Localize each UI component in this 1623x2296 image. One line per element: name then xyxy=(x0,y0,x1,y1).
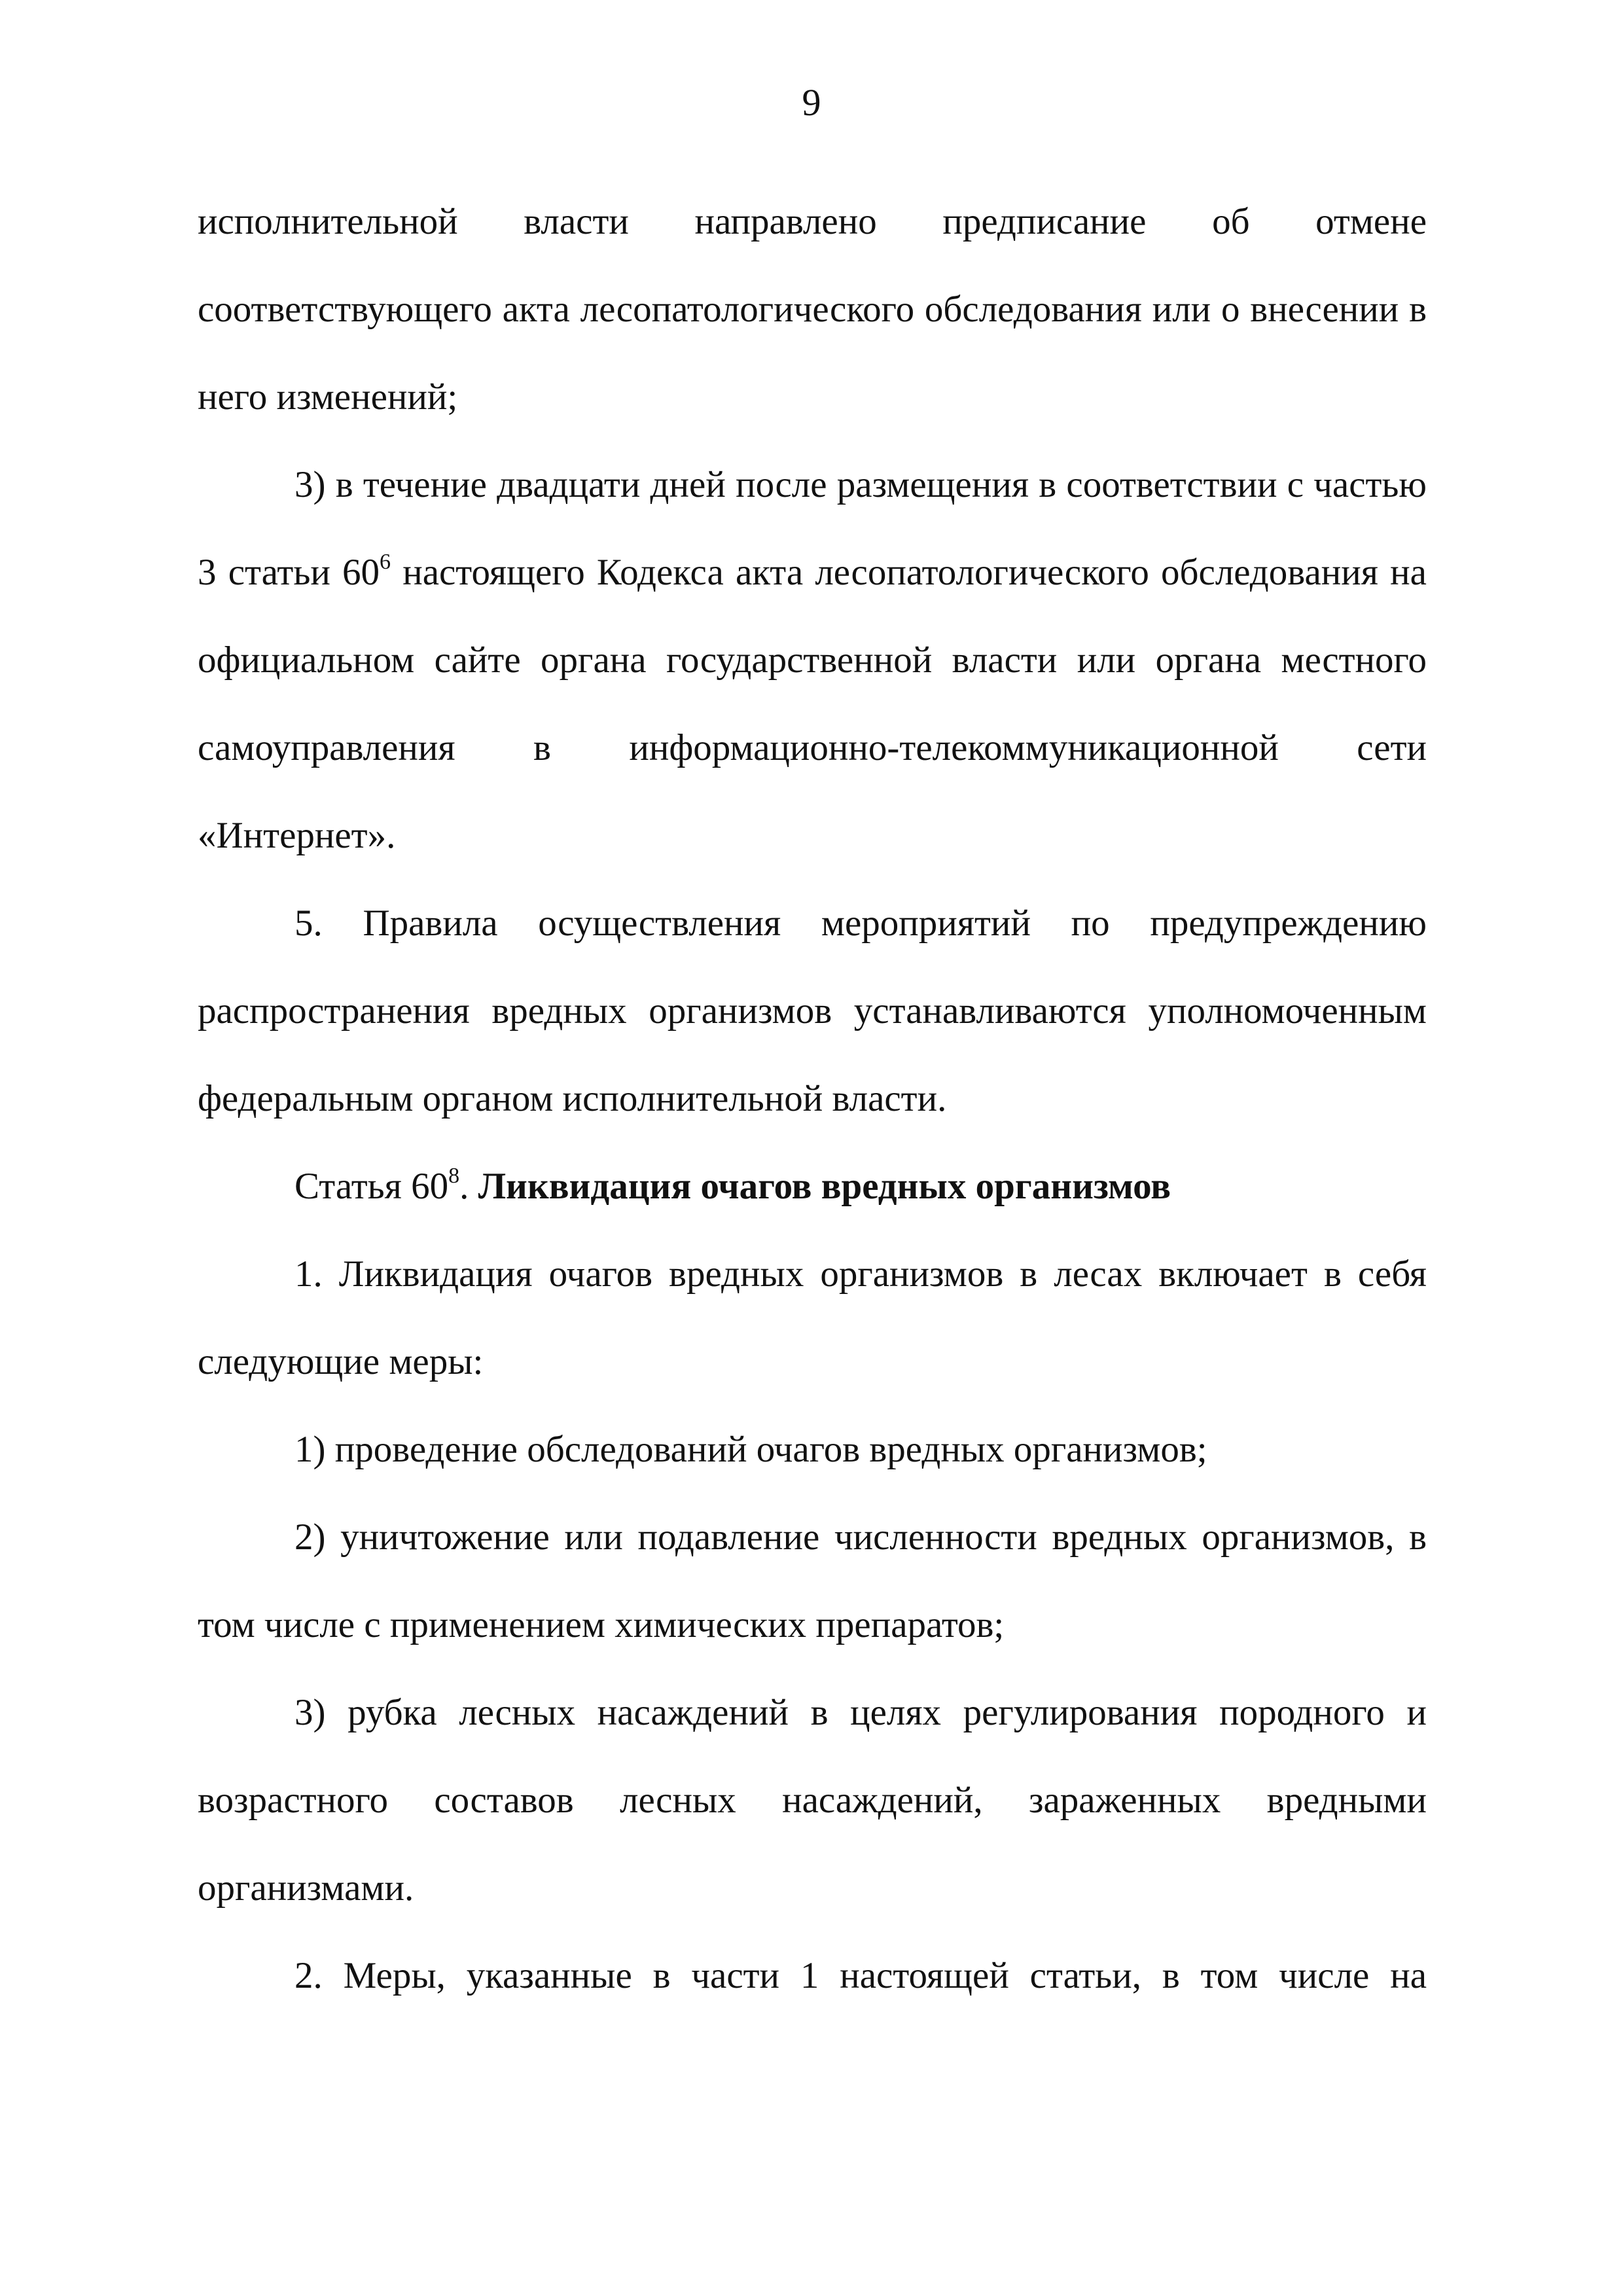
paragraph-part-5: 5. Правила осуществления мероприятий по предупреждению распространения вредных организмов устанавливаются уполномоченным федеральным органом исполнительной власти. xyxy=(198,903,1427,1119)
article-part-1-item-3: 3) рубка лесных насаждений в целях регулирования породного и возрастного составов лесных насаждений, зараженных вредными организмами. xyxy=(198,1692,1427,1909)
article-heading-title: Ликвидация очагов вредных организмов xyxy=(478,1166,1171,1207)
article-heading-separator: . xyxy=(459,1166,478,1207)
article-heading-prefix: Статья 60 xyxy=(294,1166,449,1207)
paragraph-item-3 xyxy=(198,441,1427,880)
paragraph-text-after-superscript: настоящего Кодекса акта лесопатологического обследования на официальном сайте органа государственной власти или органа местного самоуправления в информационно-телекоммуникационной сети «Интернет». xyxy=(198,552,1427,856)
article-part-1-item-1: 1) проведение обследований очагов вредных организмов; xyxy=(294,1429,1207,1470)
article-part-1-item-2: 2) уничтожение или подавление численности вредных организмов, в том числе с применением химических препаратов; xyxy=(198,1516,1427,1645)
article-heading xyxy=(198,1143,1427,1230)
article-heading-superscript: 8 xyxy=(448,1164,460,1188)
paragraph-continuation: исполнительной власти направлено предписание об отмене соответствующего акта лесопатологического обследования или о внесении в него изменений; xyxy=(198,201,1427,418)
article-number-superscript: 6 xyxy=(380,550,391,574)
document-body xyxy=(198,178,1427,2020)
article-part-2: 2. Меры, указанные в части 1 настоящей статьи, в том числе на xyxy=(294,1955,1427,1996)
page-number: 9 xyxy=(802,81,821,124)
paragraph-text-before-superscript: 3) в течение двадцати дней после размещения в соответствии с частью 3 статьи 60 xyxy=(198,464,1427,593)
article-part-1: 1. Ликвидация очагов вредных организмов в лесах включает в себя следующие меры: xyxy=(198,1253,1427,1382)
